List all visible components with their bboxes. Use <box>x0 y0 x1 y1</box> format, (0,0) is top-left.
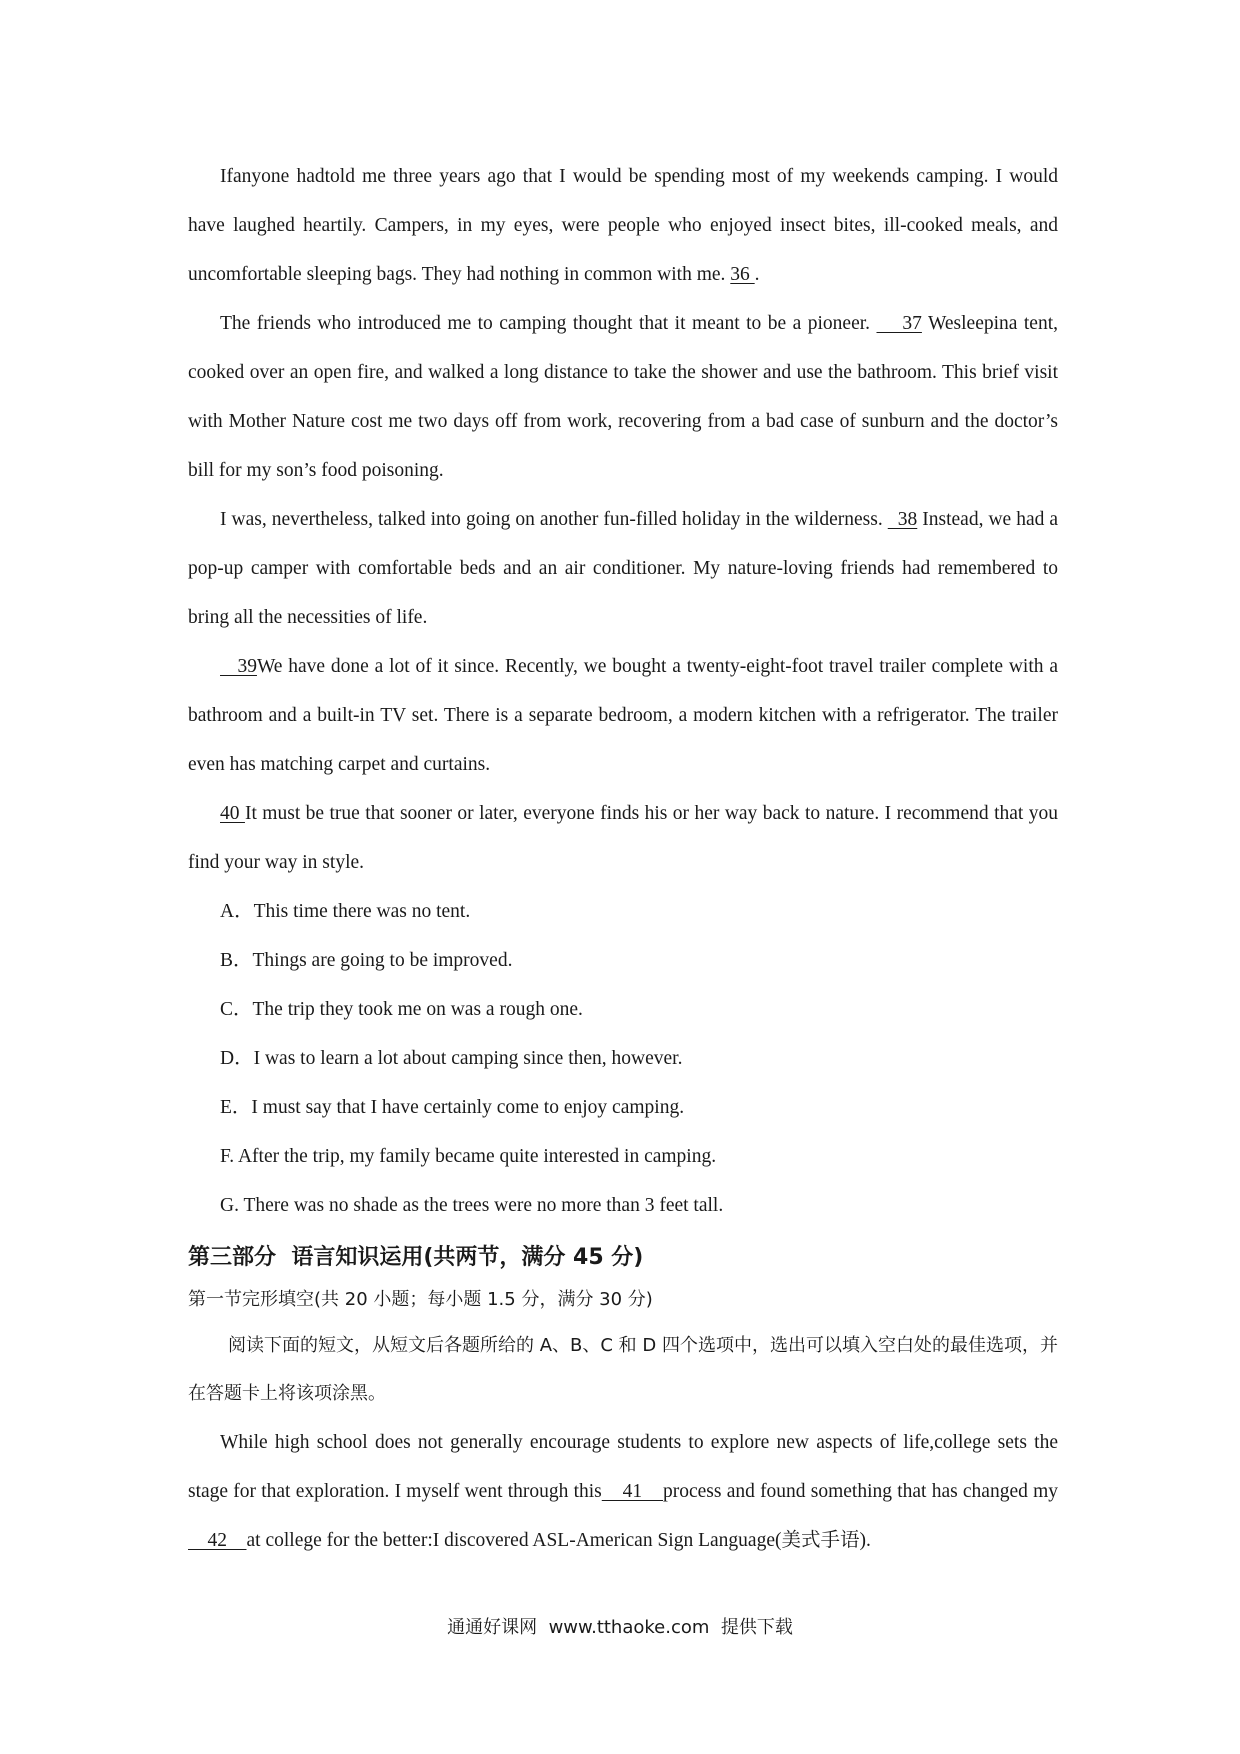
paragraph-3 <box>188 495 1058 642</box>
cloze-paragraph <box>188 1418 1058 1565</box>
option-e: E．I must say that I have certainly come to enjoy camping. <box>220 1097 685 1118</box>
blank-38: 38 <box>887 509 918 530</box>
cloze-text-1: While high school does not generally encourage students to explore new aspects of life,college sets the stage for that exploration. I myself went through this <box>188 1432 1058 1502</box>
blank-41: 41 <box>601 1481 663 1502</box>
section-instruction: 阅读下面的短文，从短文后各题所给的 A、B、C 和 D 四个选项中，选出可以填入空白处的最佳选项，并在答题卡上将该项涂黑。 <box>188 1335 1058 1404</box>
option-f: F. After the trip, my family became quite interested in camping. <box>220 1146 717 1167</box>
section-subheading: 第一节完形填空(共 20 小题；每小题 1.5 分，满分 30 分) <box>188 1289 653 1310</box>
answer-options <box>188 887 1058 1230</box>
paragraph-1-text: Ifanyone hadtold me three years ago that I would be spending most of my weekends camping. I would have laughed heartily. Campers, in my eyes, were people who enjoyed insect bites, ill-cooked meals, and uncomfortable sleeping bags. They had nothing in common with me. <box>188 166 1058 285</box>
blank-40: 40 <box>220 803 245 824</box>
document-body <box>188 152 1058 1565</box>
paragraph-5-rest: It must be true that sooner or later, everyone finds his or her way back to nature. I recommend that you find your way in style. <box>188 803 1059 873</box>
cloze-text-2: process and found something that has changed my <box>663 1481 1059 1502</box>
paragraph-3-rest: Instead, we had a pop-up camper with comfortable beds and an air conditioner. My nature-loving friends had remembered to bring all the necessities of life. <box>188 509 1059 628</box>
paragraph-2 <box>188 299 1058 495</box>
blank-37: 37 <box>876 313 922 334</box>
paragraph-3-text: I was, nevertheless, talked into going on another fun-filled holiday in the wilderness. <box>220 509 888 530</box>
blank-39: 39 <box>220 656 257 677</box>
cloze-text-3: at college for the better:I discovered ASL-American Sign Language(美式手语). <box>246 1530 871 1551</box>
paragraph-2-text: The friends who introduced me to camping thought that it meant to be a pioneer. <box>220 313 877 334</box>
paragraph-4-rest: We have done a lot of it since. Recently, we bought a twenty-eight-foot travel trailer complete with a bathroom and a built-in TV set. There is a separate bedroom, a modern kitchen with a refrigerator. The trailer even has matching carpet and curtains. <box>188 656 1058 775</box>
section-heading: 第三部分 语言知识运用(共两节，满分 45 分) <box>188 1245 644 1270</box>
blank-36: 36 <box>730 264 755 285</box>
paragraph-4 <box>188 642 1058 789</box>
paragraph-2-rest: Wesleepina tent, cooked over an open fire, and walked a long distance to take the shower and use the bathroom. This brief visit with Mother Nature cost me two days off from work, recovering from a bad case of sunburn and the doctor’s bill for my son’s food poisoning. <box>188 313 1059 481</box>
page-footer: 通通好课网 www.tthaoke.com 提供下载 <box>447 1617 793 1638</box>
option-b: B．Things are going to be improved. <box>220 950 513 971</box>
paragraph-5 <box>188 789 1058 887</box>
option-a: A．This time there was no tent. <box>220 901 471 922</box>
paragraph-1-end: . <box>754 264 760 285</box>
blank-42: 42 <box>188 1530 247 1551</box>
option-g: G. There was no shade as the trees were no more than 3 feet tall. <box>220 1195 724 1216</box>
option-d: D．I was to learn a lot about camping since then, however. <box>220 1048 683 1069</box>
option-c: C．The trip they took me on was a rough one. <box>220 999 583 1020</box>
paragraph-1 <box>188 152 1058 299</box>
